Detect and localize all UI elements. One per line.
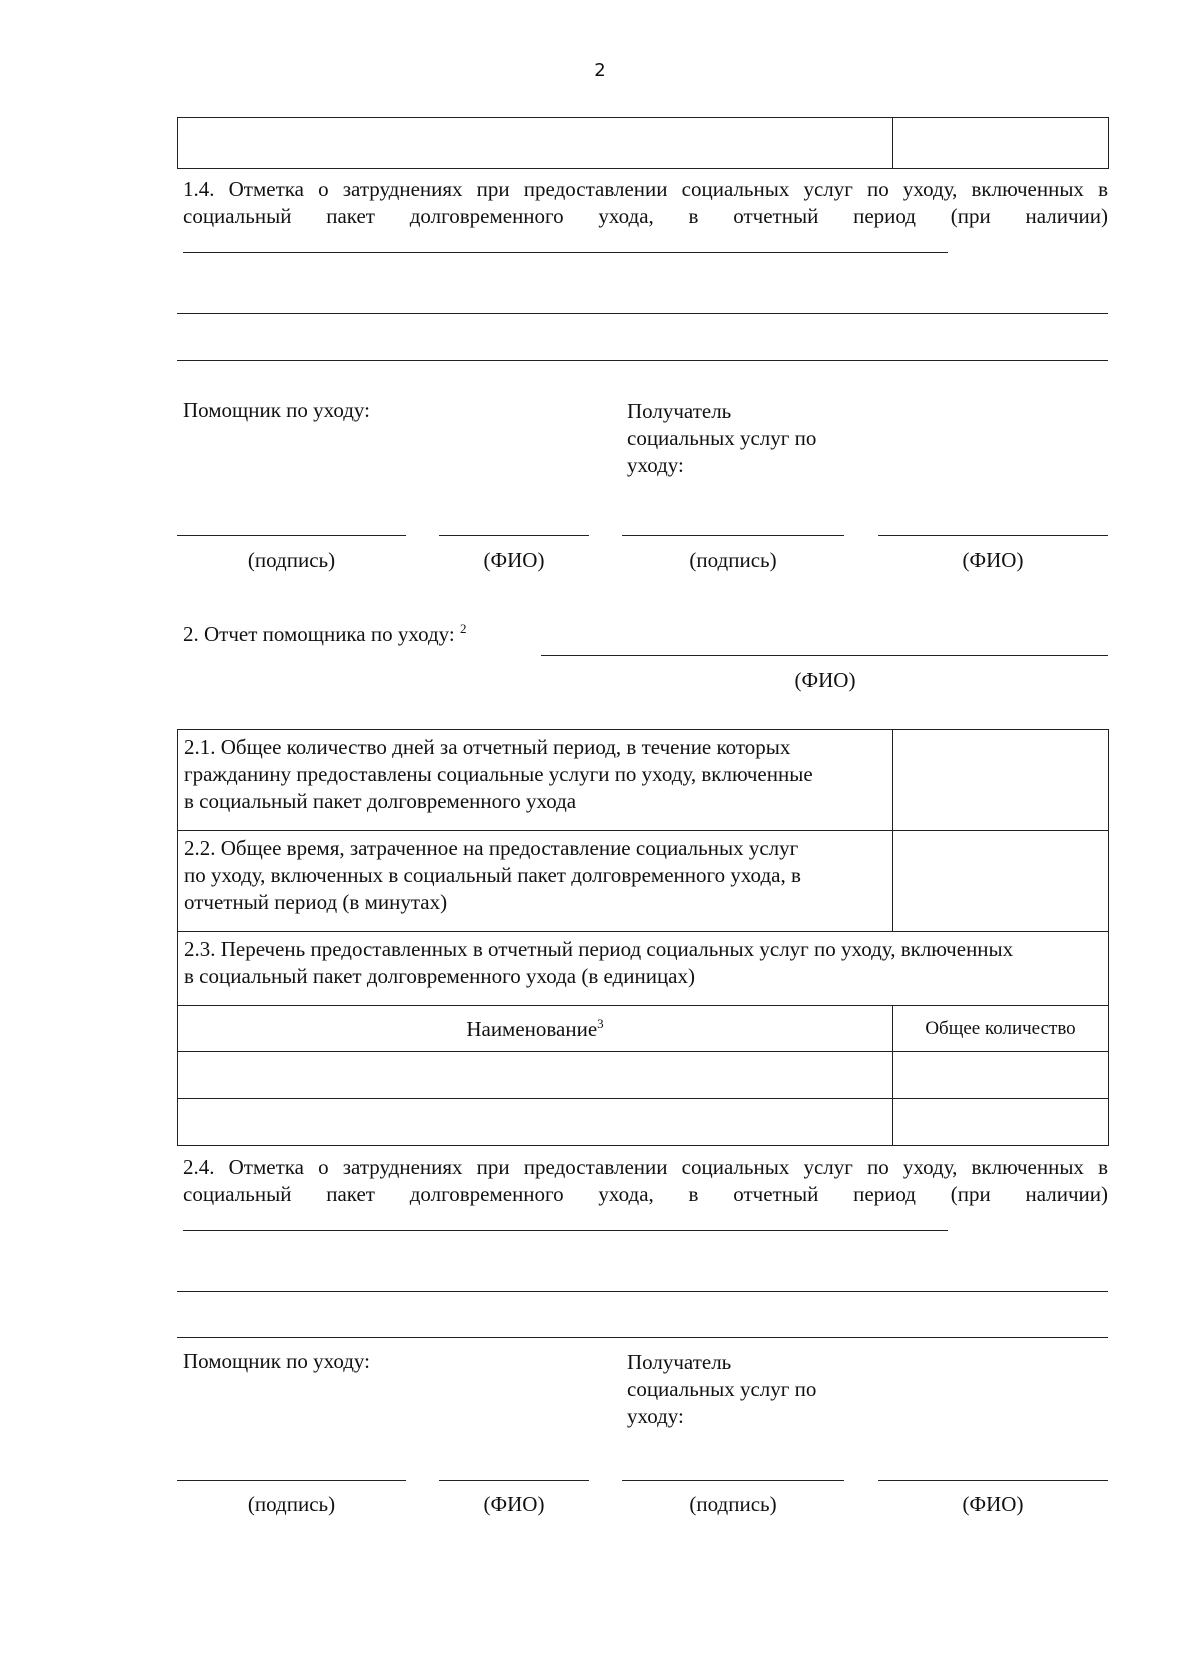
section-1-4-text <box>183 176 1108 230</box>
row-2-2-value[interactable] <box>893 831 1109 932</box>
section-1-4-line2: социальный пакет долговременного ухода, в отчетный период (при наличии) <box>183 204 1108 228</box>
table-row <box>178 1099 1109 1146</box>
column-header-name-footnote: 3 <box>597 1015 604 1031</box>
column-header-name-text: Наименование <box>466 1016 598 1041</box>
recipient-signature-caption-2: (подпись) <box>689 1492 777 1516</box>
helper-fio-line-2[interactable] <box>439 1480 589 1481</box>
section-1-4-line1: 1.4. Отметка о затруднениях при предоставлении социальных услуг по уходу, включенных в <box>183 177 1108 201</box>
section-2-4-fill-line-2[interactable] <box>177 1291 1108 1292</box>
page-number: 2 <box>594 60 606 81</box>
section-2-title <box>183 621 466 647</box>
column-header-total-text: Общее количество <box>925 1017 1076 1039</box>
helper-signature-line-1[interactable] <box>177 535 406 536</box>
report-table <box>177 729 1109 1146</box>
table-row <box>178 730 1109 831</box>
recipient-label-2-line3: уходу: <box>627 1404 684 1428</box>
section-1-4-fill-line-1[interactable] <box>183 252 948 253</box>
section-2-4-line2: социальный пакет долговременного ухода, в отчетный период (при наличии) <box>183 1182 1108 1206</box>
recipient-label-1-line2: социальных услуг по <box>627 426 817 450</box>
column-header-name <box>178 1006 893 1052</box>
row-2-1-label <box>178 730 893 831</box>
recipient-label-1-line3: уходу: <box>627 453 684 477</box>
service-name-cell[interactable] <box>178 1099 893 1146</box>
recipient-label-2-line2: социальных услуг по <box>627 1377 817 1401</box>
recipient-label-2 <box>627 1349 816 1430</box>
recipient-fio-caption-2: (ФИО) <box>962 1492 1024 1516</box>
section-1-4-fill-line-3[interactable] <box>177 360 1108 361</box>
section-2-4-text <box>183 1154 1108 1208</box>
row-2-3-label <box>178 932 1109 1006</box>
section-1-4-fill-line-2[interactable] <box>177 313 1108 314</box>
recipient-fio-line-1[interactable] <box>878 535 1108 536</box>
section-2-4-fill-line-1[interactable] <box>183 1230 948 1231</box>
recipient-fio-line-2[interactable] <box>878 1480 1108 1481</box>
helper-fio-caption-1: (ФИО) <box>483 548 545 572</box>
table-row <box>178 1052 1109 1099</box>
helper-fio-line-1[interactable] <box>439 535 589 536</box>
recipient-signature-line-1[interactable] <box>622 535 844 536</box>
recipient-fio-caption-1: (ФИО) <box>962 548 1024 572</box>
section-2-title-text: 2. Отчет помощника по уходу: <box>183 622 455 646</box>
table-row <box>178 932 1109 1006</box>
row-2-3-line1: 2.3. Перечень предоставленных в отчетный период социальных услуг по уходу, включенных <box>184 937 1014 961</box>
helper-fio-caption-2: (ФИО) <box>483 1492 545 1516</box>
top-fragment-cell-right[interactable] <box>893 118 1109 169</box>
row-2-1-line1: 2.1. Общее количество дней за отчетный период, в течение которых <box>184 735 791 759</box>
recipient-label-1-line1: Получатель <box>627 399 732 423</box>
row-2-2-line1: 2.2. Общее время, затраченное на предоставление социальных услуг <box>184 836 799 860</box>
column-header-total <box>893 1006 1109 1052</box>
section-2-4-line1: 2.4. Отметка о затруднениях при предоставлении социальных услуг по уходу, включенных в <box>183 1155 1108 1179</box>
row-2-3-line2: в социальный пакет долговременного ухода (в единицах) <box>184 964 695 988</box>
helper-signature-caption-2: (подпись) <box>247 1492 336 1516</box>
row-2-1-line2: гражданину предоставлены социальные услуги по уходу, включенные <box>184 762 813 786</box>
row-2-1-value[interactable] <box>893 730 1109 831</box>
service-name-cell[interactable] <box>178 1052 893 1099</box>
recipient-signature-line-2[interactable] <box>622 1480 844 1481</box>
top-fragment-cell-left[interactable] <box>178 118 893 169</box>
recipient-label-1 <box>627 398 816 479</box>
helper-label-1: Помощник по уходу: <box>183 398 370 422</box>
service-total-cell[interactable] <box>893 1052 1109 1099</box>
row-2-2-line3: отчетный период (в минутах) <box>184 890 448 914</box>
recipient-label-2-line1: Получатель <box>627 1350 732 1374</box>
row-2-2-label <box>178 831 893 932</box>
section-2-4-fill-line-3[interactable] <box>177 1337 1108 1338</box>
helper-signature-caption-1: (подпись) <box>247 548 336 572</box>
section-2-footnote-mark: 2 <box>459 621 467 636</box>
recipient-signature-caption-1: (подпись) <box>689 548 777 572</box>
row-2-2-line2: по уходу, включенных в социальный пакет долговременного ухода, в <box>184 863 801 887</box>
service-total-cell[interactable] <box>893 1099 1109 1146</box>
section-2-fio-line[interactable] <box>541 655 1108 656</box>
section-2-fio-caption: (ФИО) <box>794 668 856 692</box>
top-table-fragment <box>177 117 1109 169</box>
table-row <box>178 831 1109 932</box>
helper-label-2: Помощник по уходу: <box>183 1349 370 1373</box>
table-header-row <box>178 1006 1109 1052</box>
row-2-1-line3: в социальный пакет долговременного ухода <box>184 789 577 813</box>
helper-signature-line-2[interactable] <box>177 1480 406 1481</box>
